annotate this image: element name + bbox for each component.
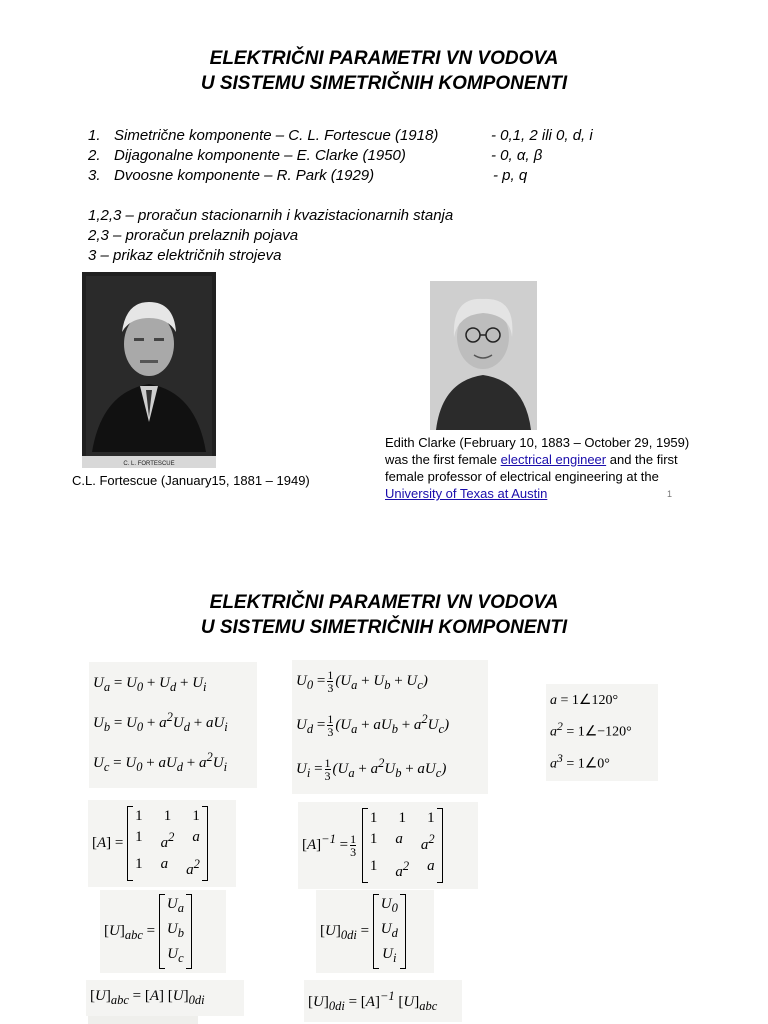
portrait-woman-icon — [430, 281, 537, 430]
list-item-number: 3. — [88, 167, 101, 184]
clarke-caption-text: Edith Clarke (February 10, 1883 – October 29, 1959) was the first female — [385, 435, 690, 467]
link-university-texas[interactable]: University of Texas at Austin — [385, 486, 548, 501]
list-item-number: 1. — [88, 127, 101, 144]
matrix-a-bracket: 1 1 1 1 $a^2$ a 1 a $a^2$ — [127, 806, 208, 881]
page-number: 1 — [667, 489, 673, 499]
clarke-photo — [430, 281, 537, 430]
vector-u-abc-bracket: $U_a$ $U_b$ $U_c$ — [159, 894, 192, 969]
equation-a2: $a^2$ = 1∠−120° — [550, 720, 632, 740]
equation-transform-0di: $[U]_{0di} = [A]^{-1}$ $[U]_{abc}$ — [304, 980, 462, 1022]
portrait-man-icon — [82, 272, 216, 468]
component-methods-list — [88, 126, 648, 186]
equation-ud: $U_d$ = $\frac{1}{3}$ $(U_a + aU_b + a^2U_c)$ — [296, 712, 450, 740]
usage-notes — [88, 206, 453, 266]
clarke-caption-text: and the first female professor of electrical engineering at the — [385, 452, 678, 484]
page-title-line2: U SISTEMU SIMETRIČNIH KOMPONENTI — [200, 73, 568, 94]
equation-block-operator — [546, 684, 658, 781]
equation-u0: $U_0$ = $\frac{1}{3}$ $(U_a + U_b + U_c)$ — [296, 668, 428, 696]
equation-transform-abc: $[U]_{abc} = [A]$ $[U]_{0di}$ — [86, 980, 244, 1016]
section-title-line2: U SISTEMU SIMETRIČNIH KOMPONENTI — [200, 617, 568, 638]
equation-a3: $a^3$ = 1∠0° — [550, 751, 610, 772]
list-item-text: Dijagonalne komponente – E. Clarke (1950) — [114, 147, 406, 164]
equation-a: a = 1∠120° — [550, 693, 619, 708]
list-item — [88, 146, 648, 166]
link-electrical-engineer[interactable]: electrical engineer — [500, 452, 607, 467]
note-line: 1,2,3 – proračun stacionarnih i kvazistacionarnih stanja — [88, 207, 454, 224]
list-item-codes: - p, q — [493, 167, 528, 184]
note-line: 3 – prikaz električnih strojeva — [88, 247, 282, 264]
svg-text:C. L. FORTESCUE: C. L. FORTESCUE — [123, 461, 175, 467]
page-title-line1: ELEKTRIČNI PARAMETRI VN VODOVA — [209, 48, 559, 69]
vector-u-0di: $[U]_{0di}$ = $U_0$ $U_d$ $U_i$ — [316, 890, 434, 973]
list-item-codes: - 0,1, 2 ili 0, d, i — [491, 127, 593, 144]
equation-ua: $U_a = U_0 + U_d + U_i$ — [93, 675, 207, 694]
note-line: 2,3 – proračun prelaznih pojava — [88, 227, 299, 244]
list-item — [88, 126, 648, 146]
section-title-line1: ELEKTRIČNI PARAMETRI VN VODOVA — [209, 592, 559, 613]
equation-uc: $U_c = U_0 + aU_d + a^2U_i$ — [93, 750, 228, 774]
list-item-text: Simetrične komponente – C. L. Fortescue (1918) — [114, 127, 439, 144]
matrix-a-inverse: $[A]^{-1}$ = $\frac{1}{3}$ 1 1 1 1 a $a^2$ 1 $a^2$ a — [298, 802, 478, 889]
fortescue-caption: C.L. Fortescue (January15, 1881 – 1949) — [72, 473, 310, 488]
cropped-equation-fragment — [88, 1016, 198, 1024]
equation-ui: $U_i$ = $\frac{1}{3}$ $(U_a + a^2U_b + aU_c)$ — [296, 756, 447, 784]
equation-block-components — [292, 660, 488, 794]
matrix-a: [A] = 1 1 1 1 $a^2$ a 1 a $a^2$ — [88, 800, 236, 887]
matrix-a-inverse-bracket: 1 1 1 1 a $a^2$ 1 $a^2$ a — [362, 808, 443, 883]
equation-block-phase — [89, 662, 257, 788]
list-item-number: 2. — [88, 147, 101, 164]
fortescue-photo — [82, 272, 216, 468]
equation-ub: $U_b = U_0 + a^2U_d + aU_i$ — [93, 710, 228, 734]
list-item-text: Dvoosne komponente – R. Park (1929) — [114, 167, 375, 184]
vector-u-abc: $[U]_{abc}$ = $U_a$ $U_b$ $U_c$ — [100, 890, 226, 973]
clarke-caption — [385, 434, 715, 502]
vector-u-0di-bracket: $U_0$ $U_d$ $U_i$ — [373, 894, 406, 969]
list-item-codes: - 0, α, β — [491, 147, 543, 164]
list-item — [88, 166, 648, 186]
